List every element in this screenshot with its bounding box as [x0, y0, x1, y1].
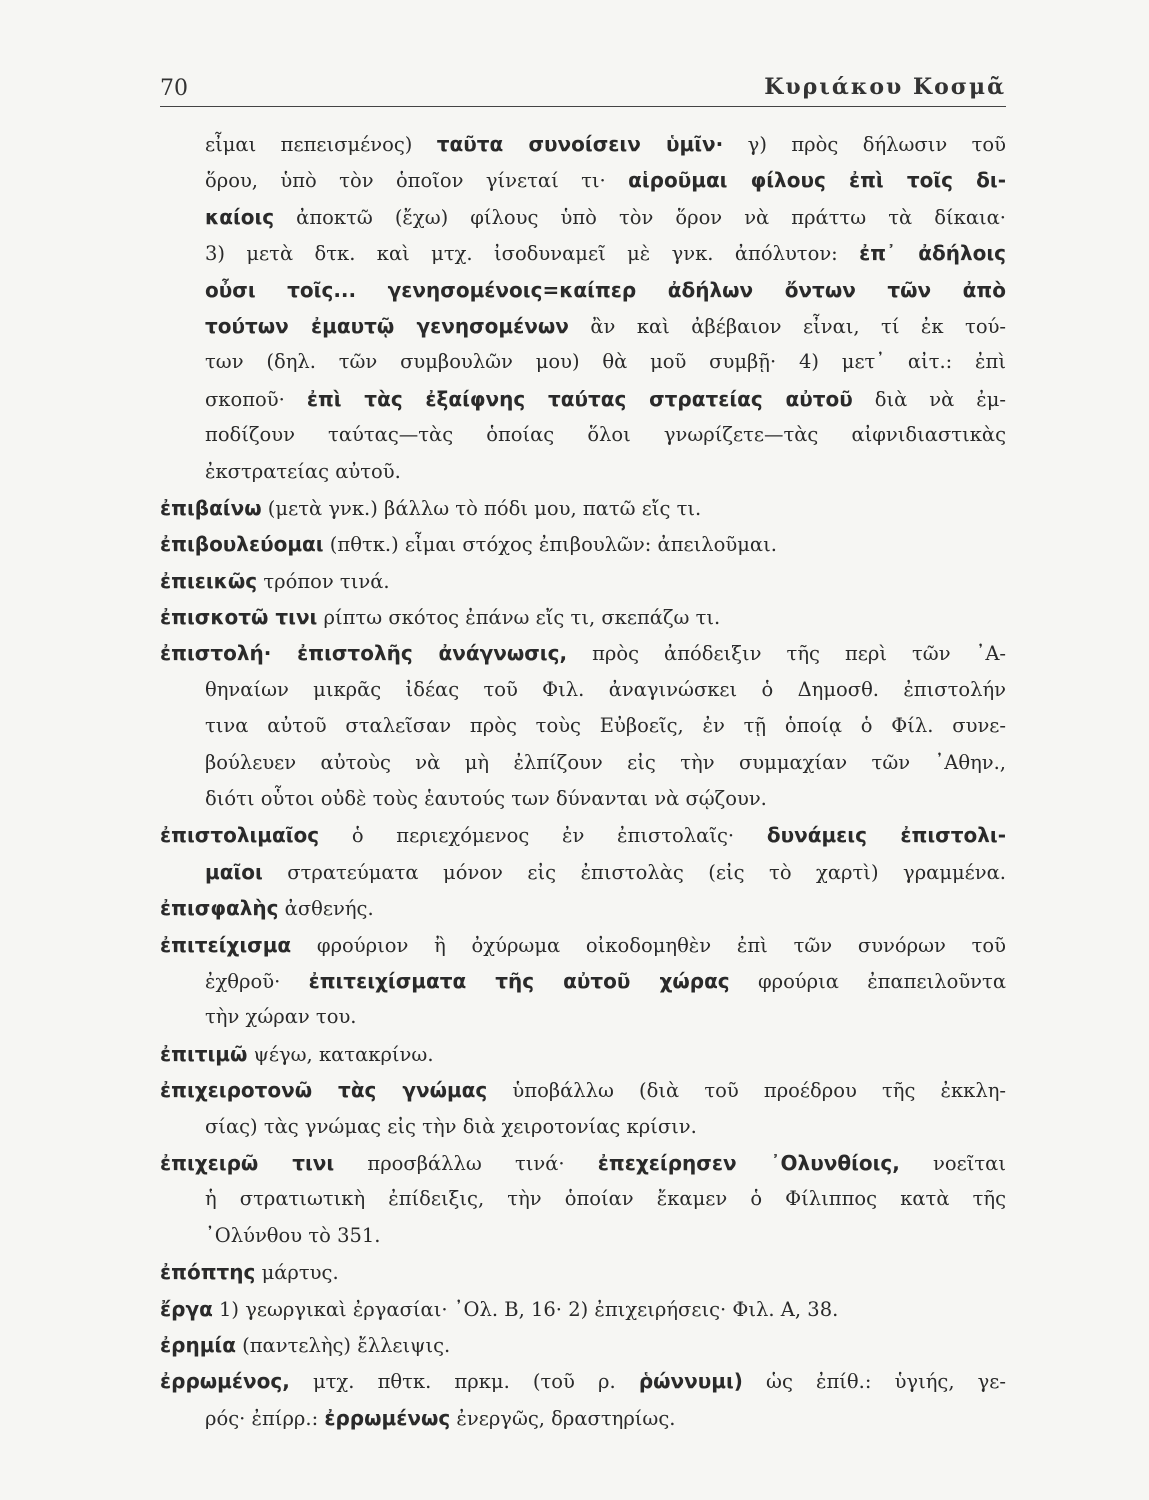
text-line: [160, 1254, 1006, 1290]
text-line: [160, 199, 1006, 235]
headword: δυνάμεις ἐπιστολι-: [766, 823, 1006, 848]
text-line: [160, 1181, 1006, 1217]
definition-text: ἐνεργῶς, δραστηρίως.: [450, 1406, 676, 1430]
definition-text: θηναίων μικρᾶς ἰδέας τοῦ Φιλ. ἀναγινώσκει ὁ Δημοσθ. ἐπιστολήν: [205, 677, 1006, 701]
definition-text: εἶμαι πεπεισμένος): [205, 133, 437, 156]
text-line: [160, 708, 1006, 744]
text-line: [160, 1327, 1006, 1363]
headword: οὖσι τοῖς... γενησομένοις=καίπερ ἀδήλων ὄντων τῶν ἀπὸ: [205, 277, 1006, 302]
text-line: [160, 272, 1006, 308]
text-line: [160, 454, 1006, 490]
page-header: [160, 72, 1006, 107]
headword: ταῦτα συνοίσειν ὑμῖν·: [436, 132, 724, 156]
definition-text: ὑποβάλλω (διὰ τοῦ προέδρου τῆς ἐκκλη-: [487, 1079, 1006, 1103]
text-line: [160, 308, 1006, 344]
definition-text: πρὸς ἀπόδειξιν τῆς περὶ τῶν ᾽Α-: [567, 642, 1007, 666]
headword: ἐπιστολιμαῖος: [160, 823, 320, 848]
definition-text: στρατεύματα μόνον εἰς ἐπιστολὰς (εἰς τὸ χαρτὶ) γραμμένα.: [262, 860, 1006, 884]
definition-text: βούλευεν αὐτοὺς νὰ μὴ ἐλπίζουν εἰς τὴν συμμαχίαν τῶν ᾽Αθην.,: [205, 750, 1006, 774]
headword: καίοις: [205, 204, 275, 229]
text-line: [160, 927, 1006, 963]
headword: μαῖοι: [205, 859, 263, 884]
headword: ἐρημία: [160, 1332, 236, 1357]
text-line: [160, 490, 1006, 526]
text-line: [160, 417, 1006, 453]
text-line: [160, 1145, 1006, 1181]
text-line: [160, 963, 1006, 999]
definition-text: ὡς ἐπίθ.: ὑγιής, γε-: [742, 1370, 1006, 1394]
text-line: [160, 890, 1006, 926]
page-number: 70: [160, 76, 188, 101]
headword: ἐρρωμένως: [324, 1405, 451, 1430]
definition-text: 3) μετὰ δτκ. καὶ μτχ. ἰσοδυναμεῖ μὲ γνκ. ἀπόλυτον:: [205, 242, 860, 266]
headword: ἐπὶ τὰς ἐξαίφνης ταύτας στρατείας αὐτοῦ: [306, 386, 853, 411]
definition-text: νοεῖται: [899, 1151, 1006, 1175]
definition-text: των (δηλ. τῶν συμβουλῶν μου) θὰ μοῦ συμβῇ· 4) μετ᾽ αἰτ.: ἐπὶ: [205, 350, 1006, 374]
definition-text: γ) πρὸς δήλωσιν τοῦ: [723, 133, 1006, 156]
text-line: [160, 126, 1006, 162]
definition-text: ὅρου, ὑπὸ τὸν ὁποῖον γίνεταί τι·: [205, 169, 629, 193]
headword: ἐπιτιμῶ: [160, 1041, 248, 1066]
text-line: [160, 781, 1006, 817]
definition-text: ἂν καὶ ἀβέβαιον εἶναι, τί ἐκ τού-: [568, 314, 1007, 338]
definition-text: 1) γεωργικαὶ ἐργασίαι· ᾽Ολ. Β, 16· 2) ἐπιχειρήσεις· Φιλ. Α, 38.: [212, 1297, 839, 1321]
definition-text: ἀσθενής.: [278, 897, 374, 921]
headword: ἐπεχείρησεν ᾽Ολυνθίοις,: [597, 1150, 900, 1175]
definition-text: διὰ νὰ ἐμ-: [852, 387, 1007, 411]
text-line: [160, 1218, 1006, 1254]
definition-text: ἐκστρατείας αὐτοῦ.: [205, 459, 401, 483]
text-line: [160, 1072, 1006, 1108]
definition-text: σκοποῦ·: [205, 387, 307, 411]
text-line: [160, 563, 1006, 599]
text-line: [160, 999, 1006, 1035]
definition-text: ἡ στρατιωτικὴ ἐπίδειξις, τὴν ὁποίαν ἔκαμεν ὁ Φίλιππος κατὰ τῆς: [205, 1187, 1006, 1211]
dictionary-text: [160, 126, 1006, 1436]
definition-text: ρός· ἐπίρρ.:: [205, 1406, 325, 1430]
text-line: [160, 1363, 1006, 1399]
definition-text: ρίπτω σκότος ἐπάνω εἴς τι, σκεπάζω τι.: [317, 606, 721, 630]
text-line: [160, 162, 1006, 198]
text-line: [160, 526, 1006, 562]
definition-text: τρόπον τινά.: [257, 569, 390, 593]
definition-text: διότι οὗτοι οὐδὲ τοὺς ἑαυτούς των δύνανται νὰ σῴζουν.: [205, 787, 767, 811]
headword: τούτων ἐμαυτῷ γενησομένων: [205, 313, 569, 338]
headword: ἔργα: [160, 1296, 213, 1321]
headword: ἐρρωμένος,: [160, 1369, 290, 1394]
definition-text: προσβάλλω τινά·: [334, 1151, 598, 1175]
definition-text: σίας) τὰς γνώμας εἰς τὴν διὰ χειροτονίας κρίσιν.: [205, 1114, 697, 1138]
text-line: [160, 745, 1006, 781]
text-line: [160, 635, 1006, 671]
text-line: [160, 672, 1006, 708]
definition-text: μάρτυς.: [255, 1261, 339, 1285]
definition-text: φρούρια ἐπαπειλοῦντα: [729, 969, 1006, 993]
headword: ἐπισφαλὴς: [160, 896, 279, 921]
headword: ἐπιεικῶς: [160, 568, 258, 593]
text-line: [160, 1036, 1006, 1072]
headword: ἐπιτειχίσματα τῆς αὐτοῦ χώρας: [308, 968, 730, 993]
headword: ἐπιστολή· ἐπιστολῆς ἀνάγνωσις,: [160, 641, 568, 666]
text-line: [160, 235, 1006, 271]
definition-text: (μετὰ γνκ.) βάλλω τὸ πόδι μου, πατῶ εἴς τι.: [261, 496, 702, 520]
definition-text: μτχ. πθτκ. πρκμ. (τοῦ ρ.: [289, 1370, 639, 1394]
headword: ἐπιτείχισμα: [160, 932, 292, 957]
definition-text: ἐχθροῦ·: [205, 969, 309, 993]
headword: ἐπιβουλεύομαι: [160, 532, 324, 557]
headword: αἱροῦμαι φίλους ἐπὶ τοῖς δι-: [628, 168, 1006, 193]
definition-text: (πθτκ.) εἶμαι στόχος ἐπιβουλῶν: ἀπειλοῦμαι.: [323, 533, 777, 557]
definition-text: ποδίζουν ταύτας—τὰς ὁποίας ὅλοι γνωρίζετε—τὰς αἰφνιδιαστικὰς: [205, 423, 1006, 447]
headword: ἐπισκοτῶ τινι: [160, 605, 318, 630]
text-line: [160, 599, 1006, 635]
text-line: [160, 1400, 1006, 1436]
running-title: Κυριάκου Κοσμᾶ: [764, 74, 1006, 100]
text-line: [160, 854, 1006, 890]
text-line: [160, 817, 1006, 853]
definition-text: τὴν χώραν του.: [205, 1005, 357, 1029]
headword: ἐπιχειρῶ τινι: [160, 1150, 335, 1175]
headword: ῥώννυμι): [638, 1369, 743, 1394]
definition-text: ᾽Ολύνθου τὸ 351.: [205, 1223, 381, 1247]
headword: ἐπόπτης: [160, 1260, 256, 1285]
text-line: [160, 1109, 1006, 1145]
text-line: [160, 344, 1006, 380]
headword: ἐπιβαίνω: [160, 495, 262, 520]
headword: ἐπιχειροτονῶ τὰς γνώμας: [160, 1078, 488, 1103]
definition-text: (παντελὴς) ἔλλειψις.: [235, 1333, 451, 1357]
definition-text: τινα αὐτοῦ σταλεῖσαν πρὸς τοὺς Εὐβοεῖς, ἐν τῇ ὁποίᾳ ὁ Φίλ. συνε-: [205, 714, 1006, 738]
text-line: [160, 1291, 1006, 1327]
text-line: [160, 381, 1006, 417]
headword: ἐπ᾽ ἀδήλοις: [859, 241, 1006, 266]
definition-text: ἀποκτῶ (ἔχω) φίλους ὑπὸ τὸν ὅρον νὰ πράττω τὰ δίκαια·: [274, 205, 1006, 229]
definition-text: ὁ περιεχόμενος ἐν ἐπιστολαῖς·: [319, 824, 767, 848]
definition-text: ψέγω, κατακρίνω.: [247, 1042, 434, 1066]
definition-text: φρούριον ἢ ὀχύρωμα οἰκοδομηθὲν ἐπὶ τῶν συνόρων τοῦ: [291, 933, 1006, 957]
